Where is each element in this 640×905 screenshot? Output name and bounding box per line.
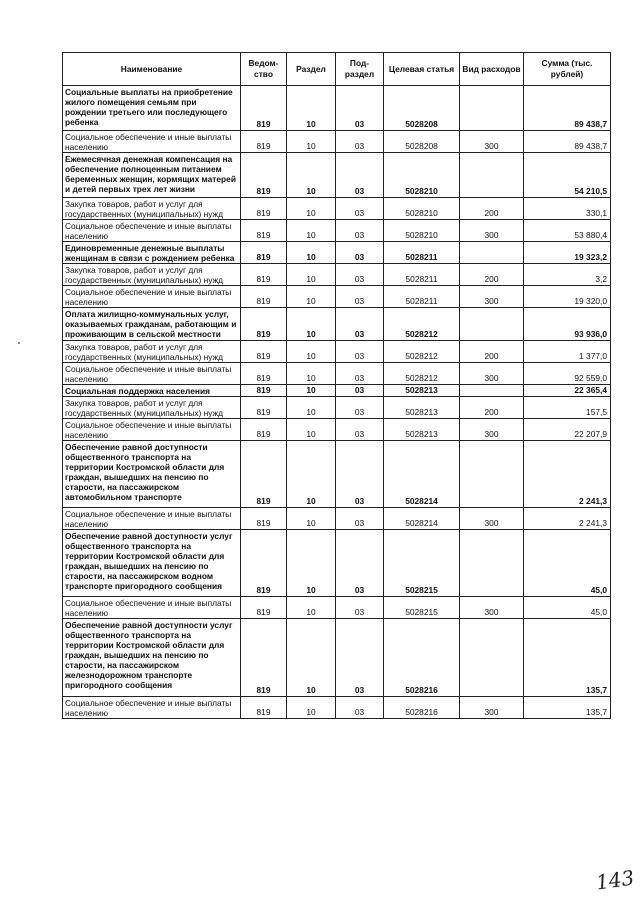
cell-target: 5028210 — [384, 153, 460, 198]
table-row — [63, 341, 611, 363]
cell-dept: 819 — [241, 530, 287, 597]
cell-subsection: 03 — [336, 86, 384, 131]
cell-sum: 135,7 — [524, 697, 611, 719]
cell-sum: 22 207,9 — [524, 419, 611, 441]
cell-subsection: 03 — [336, 441, 384, 508]
table-row — [63, 419, 611, 441]
cell-dept: 819 — [241, 264, 287, 286]
cell-dept: 819 — [241, 619, 287, 697]
cell-subsection: 03 — [336, 308, 384, 341]
header-name: Наименование — [63, 53, 241, 86]
cell-target: 5028210 — [384, 198, 460, 220]
cell-kind — [460, 242, 524, 264]
cell-dept: 819 — [241, 441, 287, 508]
cell-kind: 300 — [460, 131, 524, 153]
cell-subsection: 03 — [336, 508, 384, 530]
scan-speck — [18, 342, 20, 344]
table-body — [63, 86, 611, 719]
cell-subsection: 03 — [336, 597, 384, 619]
cell-sum: 89 438,7 — [524, 86, 611, 131]
table-row — [63, 264, 611, 286]
cell-name: Обеспечение равной доступности услуг общественного транспорта на территории Костромской области для граждан, вышедших на пенсию по старости, на пассажирском водном транспорте пригородного сообщения — [63, 530, 241, 597]
cell-name: Закупка товаров, работ и услуг для государственных (муниципальных) нужд — [63, 397, 241, 419]
cell-sum: 89 438,7 — [524, 131, 611, 153]
cell-subsection: 03 — [336, 198, 384, 220]
cell-section: 10 — [287, 441, 336, 508]
cell-sum: 3,2 — [524, 264, 611, 286]
cell-sum: 53 880,4 — [524, 220, 611, 242]
cell-kind — [460, 308, 524, 341]
cell-name: Социальное обеспечение и иные выплаты населению — [63, 697, 241, 719]
table-row — [63, 441, 611, 508]
page-number: 143 — [594, 865, 636, 895]
table-row — [63, 308, 611, 341]
cell-target: 5028214 — [384, 441, 460, 508]
cell-name: Закупка товаров, работ и услуг для государственных (муниципальных) нужд — [63, 264, 241, 286]
cell-name: Социальная поддержка населения — [63, 385, 241, 397]
cell-target: 5028215 — [384, 530, 460, 597]
cell-kind — [460, 530, 524, 597]
cell-section: 10 — [287, 131, 336, 153]
cell-name: Социальное обеспечение и иные выплаты населению — [63, 419, 241, 441]
cell-section: 10 — [287, 597, 336, 619]
cell-target: 5028208 — [384, 131, 460, 153]
cell-section: 10 — [287, 86, 336, 131]
header-kind: Вид расходов — [460, 53, 524, 86]
cell-target: 5028211 — [384, 242, 460, 264]
cell-target: 5028213 — [384, 397, 460, 419]
cell-section: 10 — [287, 341, 336, 363]
cell-kind — [460, 441, 524, 508]
cell-target: 5028211 — [384, 264, 460, 286]
header-subsection: Под-раздел — [336, 53, 384, 86]
cell-section: 10 — [287, 308, 336, 341]
cell-sum: 330,1 — [524, 198, 611, 220]
cell-dept: 819 — [241, 397, 287, 419]
cell-dept: 819 — [241, 198, 287, 220]
cell-sum: 2 241,3 — [524, 441, 611, 508]
header-section: Раздел — [287, 53, 336, 86]
cell-name: Социальное обеспечение и иные выплаты населению — [63, 286, 241, 308]
cell-name: Социальное обеспечение и иные выплаты населению — [63, 131, 241, 153]
cell-section: 10 — [287, 397, 336, 419]
cell-sum: 92 559,0 — [524, 363, 611, 385]
cell-name: Закупка товаров, работ и услуг для государственных (муниципальных) нужд — [63, 198, 241, 220]
table-row — [63, 508, 611, 530]
cell-dept: 819 — [241, 242, 287, 264]
table-row — [63, 397, 611, 419]
cell-name: Социальное обеспечение и иные выплаты населению — [63, 597, 241, 619]
cell-target: 5028208 — [384, 86, 460, 131]
cell-section: 10 — [287, 286, 336, 308]
cell-dept: 819 — [241, 419, 287, 441]
table-row — [63, 86, 611, 131]
cell-name: Социальное обеспечение и иные выплаты населению — [63, 220, 241, 242]
cell-kind: 300 — [460, 419, 524, 441]
cell-dept: 819 — [241, 363, 287, 385]
cell-section: 10 — [287, 153, 336, 198]
table-row — [63, 530, 611, 597]
cell-kind: 200 — [460, 264, 524, 286]
cell-subsection: 03 — [336, 264, 384, 286]
cell-target: 5028214 — [384, 508, 460, 530]
cell-kind — [460, 385, 524, 397]
budget-table — [62, 52, 611, 719]
cell-kind: 300 — [460, 220, 524, 242]
table-row — [63, 286, 611, 308]
table-row — [63, 220, 611, 242]
cell-sum: 19 320,0 — [524, 286, 611, 308]
cell-kind: 300 — [460, 697, 524, 719]
cell-kind: 300 — [460, 597, 524, 619]
cell-kind — [460, 86, 524, 131]
cell-subsection: 03 — [336, 363, 384, 385]
cell-subsection: 03 — [336, 697, 384, 719]
table-row — [63, 619, 611, 697]
cell-section: 10 — [287, 508, 336, 530]
cell-dept: 819 — [241, 86, 287, 131]
cell-section: 10 — [287, 385, 336, 397]
cell-target: 5028213 — [384, 385, 460, 397]
table-header-row — [63, 53, 611, 86]
cell-sum: 19 323,2 — [524, 242, 611, 264]
cell-target: 5028215 — [384, 597, 460, 619]
cell-dept: 819 — [241, 341, 287, 363]
cell-subsection: 03 — [336, 220, 384, 242]
cell-section: 10 — [287, 242, 336, 264]
cell-target: 5028216 — [384, 697, 460, 719]
cell-sum: 157,5 — [524, 397, 611, 419]
cell-name: Обеспечение равной доступности услуг общественного транспорта на территории Костромской области для граждан, вышедших на пенсию по старости, на пассажирском железнодорожном транспорте пригородного сообщения — [63, 619, 241, 697]
cell-section: 10 — [287, 198, 336, 220]
cell-subsection: 03 — [336, 286, 384, 308]
cell-sum: 22 365,4 — [524, 385, 611, 397]
cell-name: Социальное обеспечение и иные выплаты населению — [63, 363, 241, 385]
cell-subsection: 03 — [336, 131, 384, 153]
cell-dept: 819 — [241, 597, 287, 619]
cell-name: Единовременные денежные выплаты женщинам в связи с рождением ребенка — [63, 242, 241, 264]
header-sum: Сумма (тыс. рублей) — [524, 53, 611, 86]
cell-target: 5028211 — [384, 286, 460, 308]
cell-kind: 300 — [460, 508, 524, 530]
table-row — [63, 597, 611, 619]
cell-dept: 819 — [241, 697, 287, 719]
cell-name: Ежемесячная денежная компенсация на обеспечение полноценным питанием беременных женщин, кормящих матерей и детей первых трех лет жизни — [63, 153, 241, 198]
cell-subsection: 03 — [336, 242, 384, 264]
table-row — [63, 131, 611, 153]
cell-target: 5028212 — [384, 363, 460, 385]
cell-name: Закупка товаров, работ и услуг для государственных (муниципальных) нужд — [63, 341, 241, 363]
cell-kind — [460, 153, 524, 198]
table-row — [63, 153, 611, 198]
cell-sum: 45,0 — [524, 530, 611, 597]
cell-dept: 819 — [241, 131, 287, 153]
cell-sum: 45,0 — [524, 597, 611, 619]
cell-target: 5028216 — [384, 619, 460, 697]
table-row — [63, 363, 611, 385]
cell-section: 10 — [287, 264, 336, 286]
cell-dept: 819 — [241, 220, 287, 242]
cell-subsection: 03 — [336, 153, 384, 198]
cell-kind: 200 — [460, 198, 524, 220]
cell-name: Социальное обеспечение и иные выплаты населению — [63, 508, 241, 530]
cell-sum: 135,7 — [524, 619, 611, 697]
cell-dept: 819 — [241, 308, 287, 341]
table-row — [63, 385, 611, 397]
cell-section: 10 — [287, 363, 336, 385]
cell-target: 5028213 — [384, 419, 460, 441]
cell-dept: 819 — [241, 286, 287, 308]
cell-subsection: 03 — [336, 530, 384, 597]
cell-kind: 200 — [460, 397, 524, 419]
cell-kind: 200 — [460, 341, 524, 363]
cell-subsection: 03 — [336, 385, 384, 397]
header-dept: Ведом-ство — [241, 53, 287, 86]
cell-sum: 2 241,3 — [524, 508, 611, 530]
table-row — [63, 198, 611, 220]
cell-section: 10 — [287, 619, 336, 697]
cell-subsection: 03 — [336, 419, 384, 441]
cell-subsection: 03 — [336, 341, 384, 363]
cell-name: Оплата жилищно-коммунальных услуг, оказываемых гражданам, работающим и проживающим в сельской местности — [63, 308, 241, 341]
table-row — [63, 242, 611, 264]
cell-section: 10 — [287, 530, 336, 597]
cell-kind — [460, 619, 524, 697]
cell-name: Обеспечение равной доступности общественного транспорта на территории Костромской области для граждан, вышедших на пенсию по старости, на пассажирском автомобильном транспорте — [63, 441, 241, 508]
header-target: Целевая статья — [384, 53, 460, 86]
cell-kind: 300 — [460, 363, 524, 385]
cell-section: 10 — [287, 697, 336, 719]
cell-dept: 819 — [241, 153, 287, 198]
cell-sum: 54 210,5 — [524, 153, 611, 198]
cell-target: 5028212 — [384, 341, 460, 363]
cell-target: 5028210 — [384, 220, 460, 242]
cell-sum: 93 936,0 — [524, 308, 611, 341]
cell-name: Социальные выплаты на приобретение жилого помещения семьям при рождении третьего или последующего ребенка — [63, 86, 241, 131]
table-row — [63, 697, 611, 719]
cell-section: 10 — [287, 419, 336, 441]
cell-kind: 300 — [460, 286, 524, 308]
cell-sum: 1 377,0 — [524, 341, 611, 363]
cell-subsection: 03 — [336, 397, 384, 419]
cell-subsection: 03 — [336, 619, 384, 697]
cell-dept: 819 — [241, 385, 287, 397]
cell-target: 5028212 — [384, 308, 460, 341]
cell-dept: 819 — [241, 508, 287, 530]
cell-section: 10 — [287, 220, 336, 242]
